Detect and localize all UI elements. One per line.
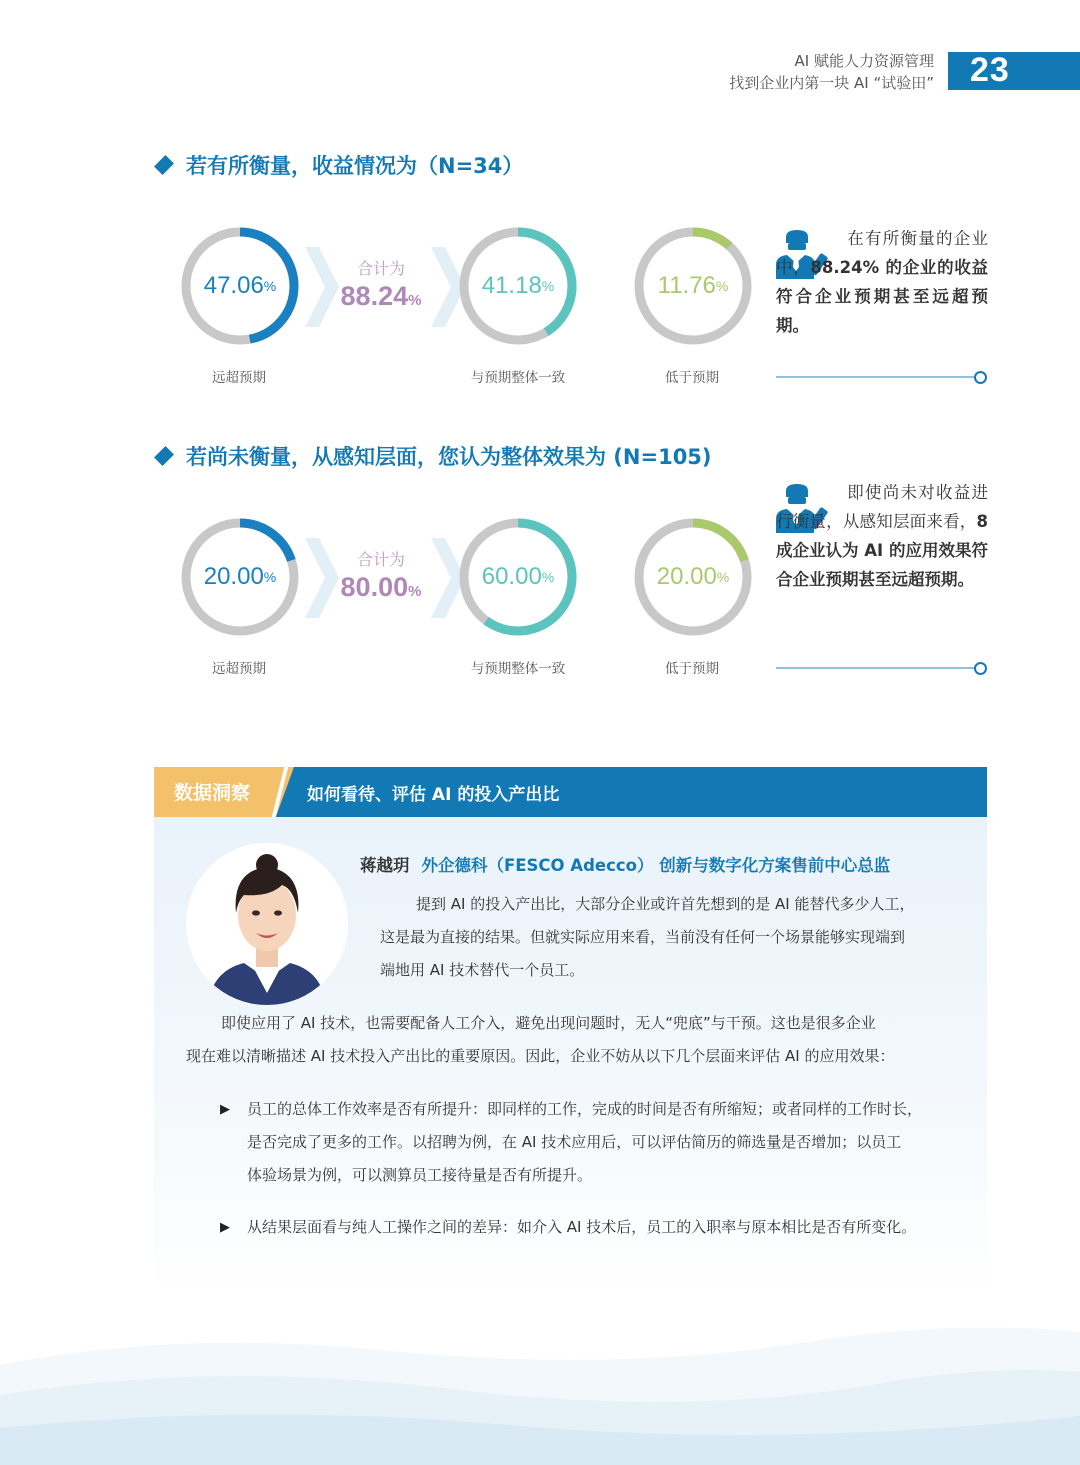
speaker-line xyxy=(360,852,890,876)
speaker-avatar xyxy=(186,843,348,1005)
bullet-line: 是否完成了更多的工作。以招聘为例，在 AI 技术应用后，可以评估简历的筛选量是否增加；以员工 xyxy=(247,1133,902,1151)
total-block xyxy=(326,547,436,603)
circle-dot-icon xyxy=(974,662,987,675)
speaker-name: 蒋越玥 xyxy=(360,856,410,875)
insight-tag-label: 数据洞察 xyxy=(174,782,251,804)
section2-heading xyxy=(158,441,712,471)
donut-value: 20.00 % xyxy=(656,563,730,590)
decorative-wave xyxy=(0,1310,1080,1465)
portrait-image xyxy=(186,843,348,1005)
bullet-line: 体验场景为例，可以测算员工接待量是否有所提升。 xyxy=(247,1166,593,1184)
circle-dot-icon xyxy=(974,371,987,384)
triangle-bullet-icon: ▶ xyxy=(220,1220,230,1235)
diamond-bullet-icon xyxy=(154,446,174,466)
donut-below-expectations xyxy=(631,515,755,639)
section2-title: 若尚未衡量，从感知层面，您认为整体效果为 (N=105) xyxy=(186,445,712,469)
paragraph-line: 即使应用了 AI 技术，也需要配备人工介入，避免出现问题时，无人“兜底”与干预。这也是很多企业 xyxy=(221,1014,876,1032)
triangle-bullet-icon: ▶ xyxy=(220,1102,230,1117)
donut-label: 远超预期 xyxy=(212,661,266,677)
total-value: 80.00% xyxy=(340,572,422,602)
total-block xyxy=(326,256,436,312)
donut-value: 47.06 % xyxy=(203,272,277,299)
paragraph-line: 现在难以清晰描述 AI 技术投入产出比的重要原因。因此，企业不妨从以下几个层面来评估 AI 的应用效果： xyxy=(186,1047,895,1065)
donut-label: 低于预期 xyxy=(665,370,719,386)
donut-label: 远超预期 xyxy=(212,370,266,386)
page-number-badge xyxy=(948,52,1080,90)
report-subtitle: 找到企业内第一块 AI “试验田” xyxy=(729,74,934,92)
section1-heading xyxy=(158,150,523,180)
donut-exceed-expectations xyxy=(178,224,302,348)
donut-label: 与预期整体一致 xyxy=(470,661,566,677)
bullet-line: 从结果层面看与纯人工操作之间的差异：如介入 AI 技术后，员工的入职率与原本相比是否有所变化。 xyxy=(247,1218,917,1236)
speaker-organization: 外企德科（FESCO Adecco） 创新与数字化方案售前中心总监 xyxy=(421,856,891,875)
donut-value: 60.00 % xyxy=(481,563,555,590)
bullet-line: 员工的总体工作效率是否有所提升：即同样的工作，完成的时间是否有所缩短；或者同样的工作时长， xyxy=(247,1100,923,1118)
paragraph-line: 端地用 AI 技术替代一个员工。 xyxy=(380,961,585,979)
diamond-bullet-icon xyxy=(154,155,174,175)
donut-below-expectations xyxy=(631,224,755,348)
donut-value: 41.18 % xyxy=(481,272,555,299)
donut-label: 与预期整体一致 xyxy=(470,370,566,386)
total-label: 合计为 xyxy=(356,259,405,278)
donut-value: 20.00 % xyxy=(203,563,277,590)
donut-match-expectations xyxy=(456,515,580,639)
section2-note: 即使尚未对收益进行衡量，从感知层面来看，8 成企业认为 AI 的应用效果符合企业预期甚至远超预期。 xyxy=(776,483,988,589)
section1-title: 若有所衡量，收益情况为（N=34） xyxy=(186,154,524,178)
paragraph-line: 这是最为直接的结果。但就实际应用来看，当前没有任何一个场景能够实现端到 xyxy=(380,928,906,946)
donut-value: 11.76 % xyxy=(657,272,729,299)
donut-exceed-expectations xyxy=(178,515,302,639)
report-title: AI 赋能人力资源管理 xyxy=(794,52,934,70)
insight-title: 如何看待、评估 AI 的投入产出比 xyxy=(307,785,560,805)
total-value: 88.24% xyxy=(340,281,422,311)
section1-note: 在有所衡量的企业中，88.24% 的企业的收益符合企业预期甚至远超预期。 xyxy=(776,229,989,335)
total-label: 合计为 xyxy=(356,550,405,569)
donut-label: 低于预期 xyxy=(665,661,719,677)
donut-match-expectations xyxy=(456,224,580,348)
divider-line xyxy=(776,667,976,669)
page-number: 23 xyxy=(970,51,1010,89)
paragraph-line: 提到 AI 的投入产出比，大部分企业或许首先想到的是 AI 能替代多少人工， xyxy=(416,895,915,913)
divider-line xyxy=(776,376,976,378)
